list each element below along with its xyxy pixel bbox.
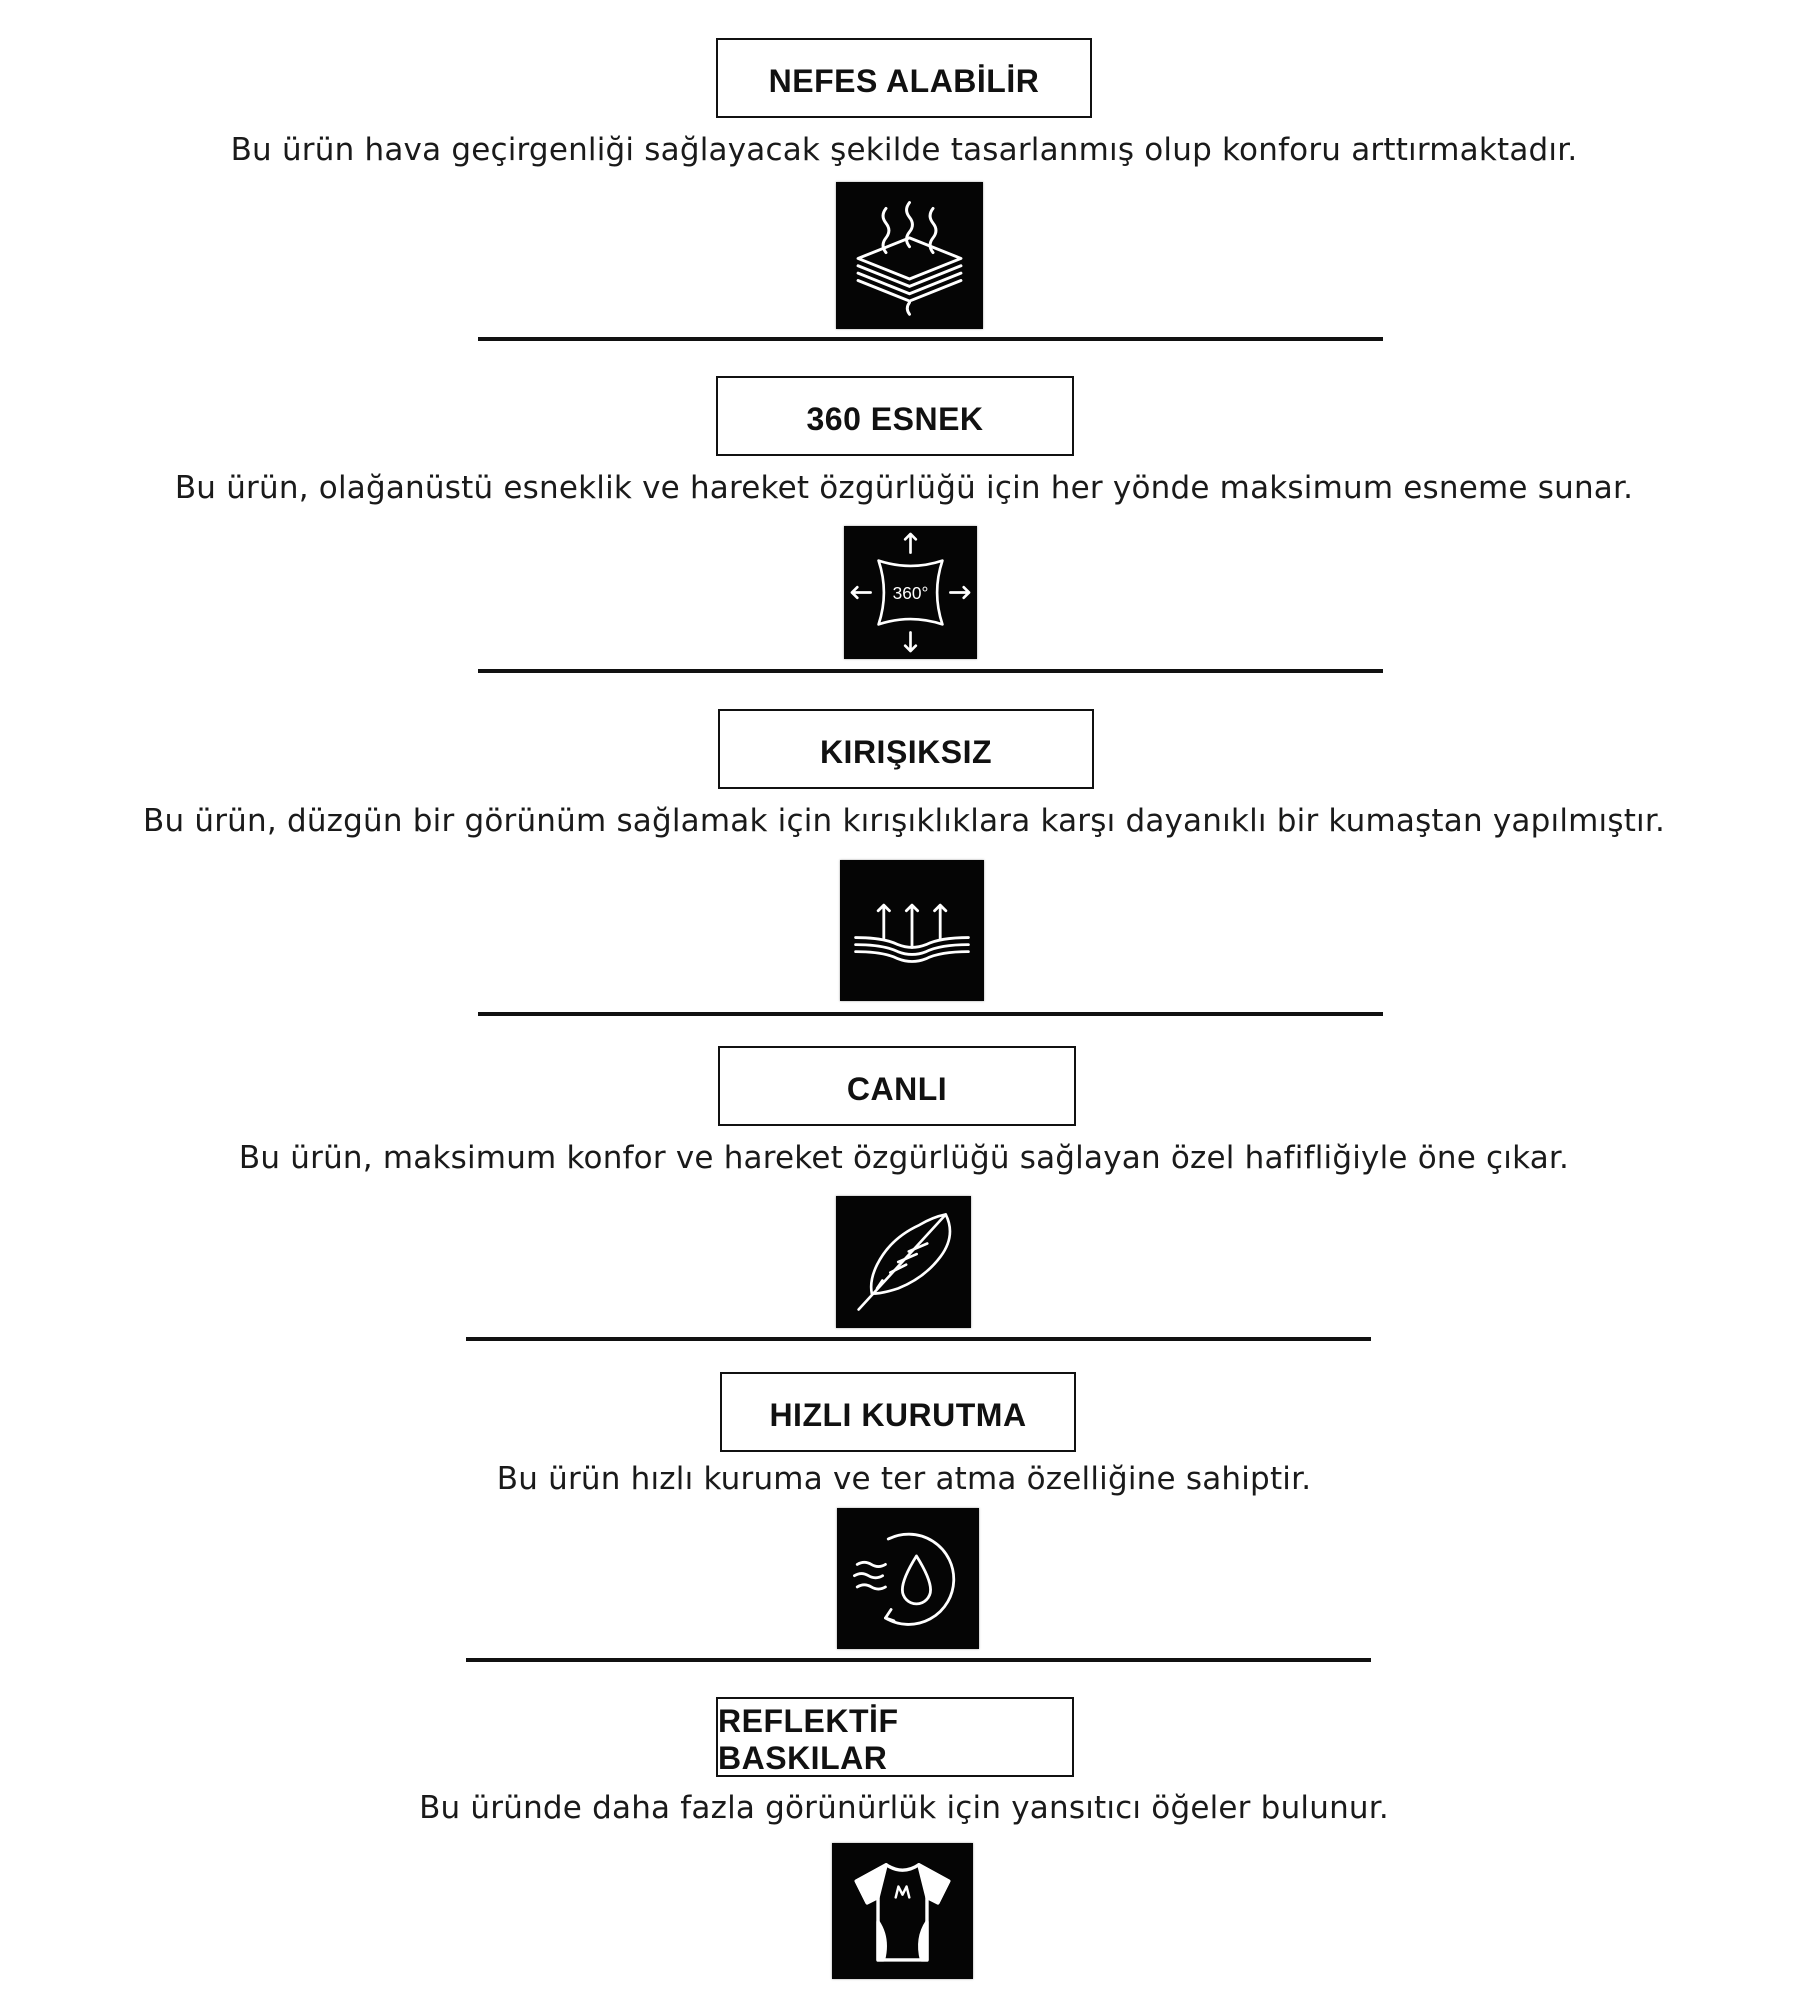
feature-title: 360 ESNEK (806, 400, 984, 437)
quick-dry-icon (837, 1508, 979, 1649)
feature-title-box (716, 1697, 1074, 1777)
stretch-360-icon (844, 526, 977, 659)
feature-description: Bu ürün hızlı kuruma ve ter atma özelliğine sahiptir. (496, 1461, 1312, 1497)
reflective-tshirt-icon (832, 1843, 973, 1979)
feature-title-box (718, 709, 1094, 789)
section-divider (478, 669, 1383, 673)
feature-title: REFLEKTİF BASKILAR (718, 1703, 899, 1776)
section-divider (466, 1658, 1371, 1662)
feature-title: HIZLI KURUTMA (769, 1396, 1027, 1433)
feature-title-box (718, 1046, 1076, 1126)
breathable-fabric-icon (836, 182, 983, 329)
svg-text:360°: 360° (892, 583, 929, 604)
section-divider (478, 337, 1383, 341)
section-divider (466, 1337, 1371, 1341)
feature-title: NEFES ALABİLİR (768, 62, 1040, 99)
feature-title: KIRIŞIKSIZ (819, 733, 993, 770)
feature-title-box (716, 376, 1074, 456)
feature-title-box (716, 38, 1092, 118)
feather-icon (836, 1196, 971, 1328)
wrinkle-free-icon (840, 860, 984, 1001)
section-divider (478, 1012, 1383, 1016)
feature-description: Bu ürün, düzgün bir görünüm sağlamak için kırışıklıklara karşı dayanıklı bir kumaştan yapılmıştır. (142, 803, 1666, 839)
feature-description: Bu ürün, olağanüstü esneklik ve hareket özgürlüğü için her yönde maksimum esneme sunar. (174, 470, 1634, 506)
feature-title-box (720, 1372, 1076, 1452)
feature-description: Bu ürün, maksimum konfor ve hareket özgürlüğü sağlayan özel hafifliğiyle öne çıkar. (238, 1140, 1570, 1176)
feature-description: Bu üründe daha fazla görünürlük için yansıtıcı öğeler bulunur. (419, 1790, 1389, 1826)
feature-title: CANLI (846, 1070, 948, 1107)
feature-description: Bu ürün hava geçirgenliği sağlayacak şekilde tasarlanmış olup konforu arttırmaktadır. (230, 132, 1578, 168)
